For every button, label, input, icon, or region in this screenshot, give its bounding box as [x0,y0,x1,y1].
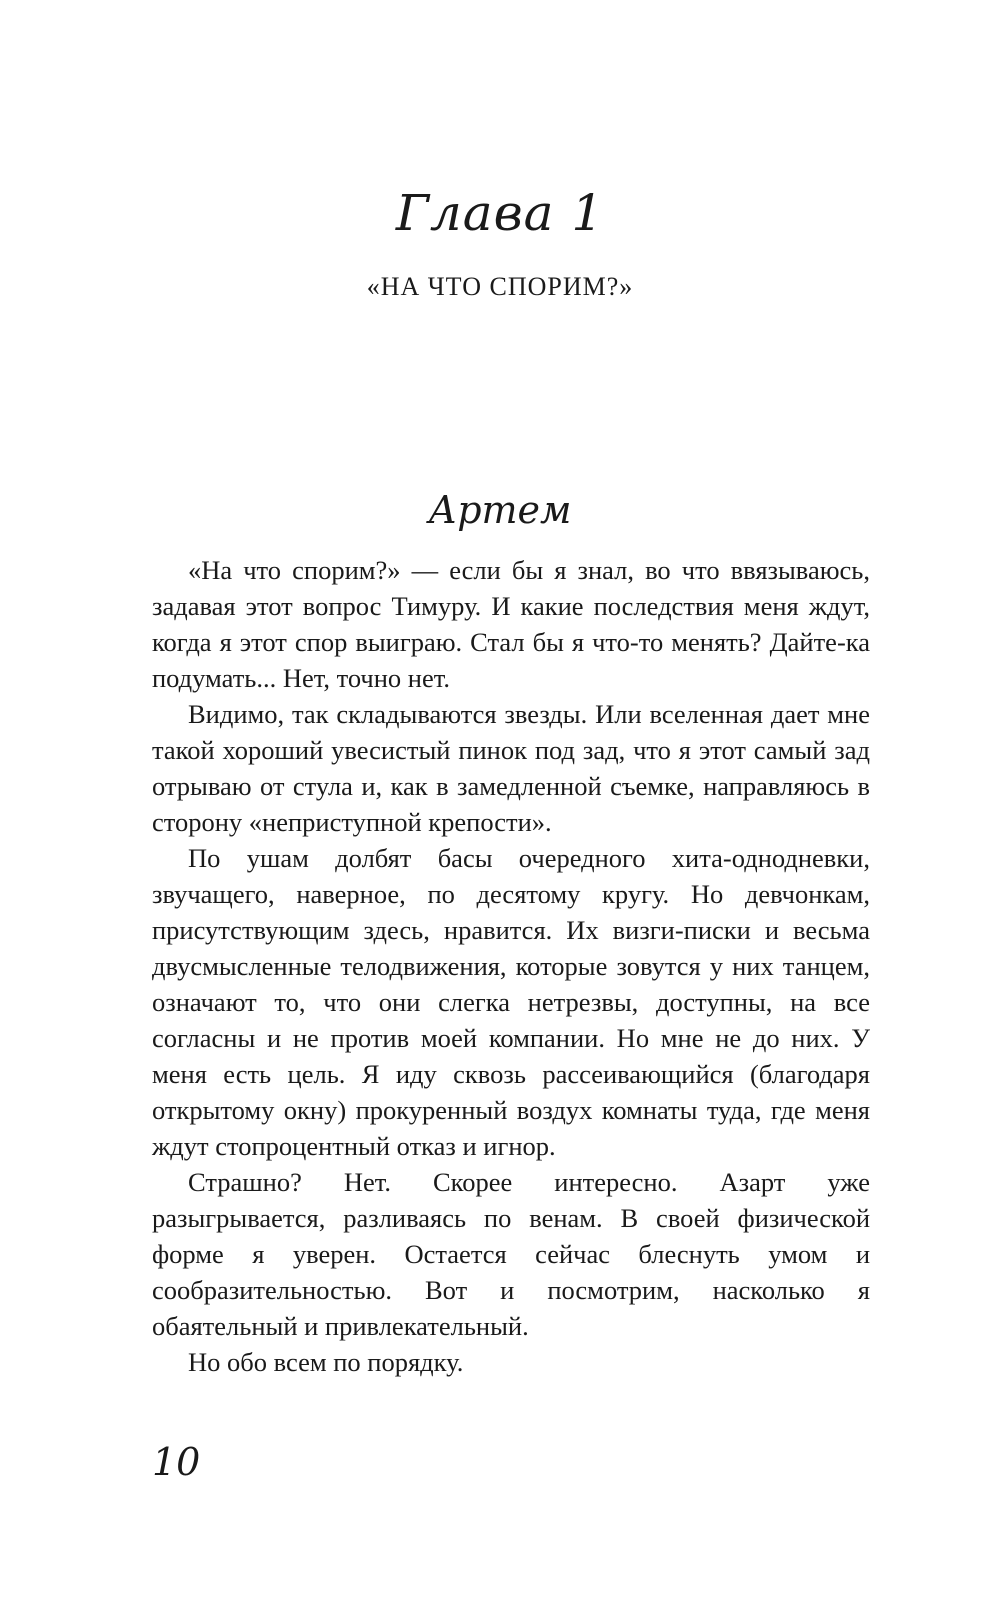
narrator-heading: Артем [428,488,572,532]
chapter-title: Глава 1 [395,184,605,242]
paragraph: Видимо, так складываются звезды. Или вселенная дает мне такой хороший увесистый пинок под зад, что я этот самый зад отрываю от стула и, как в замедленной съемке, направляюсь в сторону «неприступной крепости». [152,699,870,837]
paragraph: По ушам долбят басы очередного хита-однодневки, звучащего, наверное, по десятому кругу. Но девчонкам, присутствующим здесь, нравится. Их визги-писки и весьма двусмысленные телодвижения, которые зовутся у них танцем, означают то, что они слегка нетрезвы, доступны, на все согласны и не против моей компании. Но мне не до них. У меня есть цель. Я иду сквозь рассеивающийся (благодаря открытому окну) прокуренный воздух комнаты туда, где меня ждут стопроцентный отказ и игнор. [152,843,870,1161]
chapter-body [152,552,870,1380]
paragraph: «На что спорим?» — если бы я знал, во что ввязываюсь, задавая этот вопрос Тимуру. И какие последствия меня ждут, когда я этот спор выиграю. Стал бы я что-то менять? Дайте-ка подумать... Нет, точно нет. [152,555,870,693]
chapter-subtitle: «НА ЧТО СПОРИМ?» [366,272,634,301]
paragraph: Страшно? Нет. Скорее интересно. Азарт уже разыгрывается, разливаясь по венам. В своей физической форме я уверен. Остается сейчас блеснуть умом и сообразительностью. Вот и посмотрим, насколько я обаятельный и привлекательный. [152,1167,870,1341]
page-number: 10 [152,1440,201,1484]
paragraph: Но обо всем по порядку. [188,1347,464,1377]
